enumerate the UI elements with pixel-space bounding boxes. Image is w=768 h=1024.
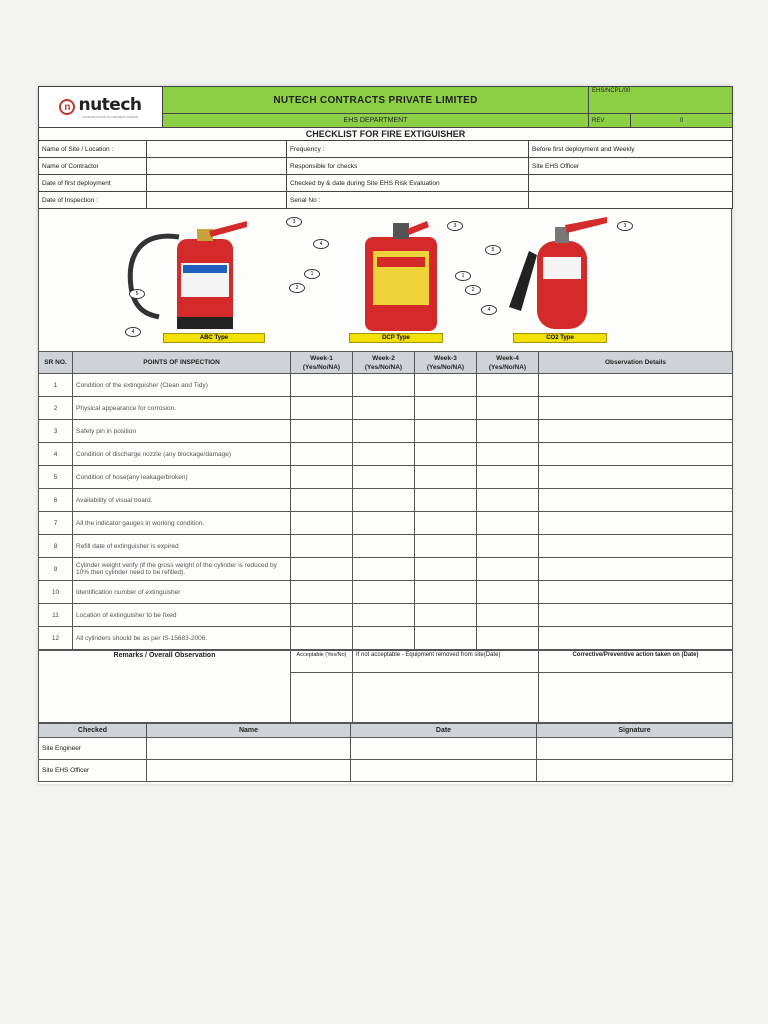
- observation-cell[interactable]: [539, 443, 733, 466]
- serial-value[interactable]: [529, 192, 733, 209]
- row-sr-no: 2: [39, 397, 73, 420]
- week2-cell[interactable]: [353, 374, 415, 397]
- week1-cell[interactable]: [291, 420, 353, 443]
- inspection-date-value[interactable]: [147, 192, 287, 209]
- callout-3-dcp: 3: [447, 221, 463, 231]
- week3-cell[interactable]: [415, 581, 477, 604]
- week3-cell[interactable]: [415, 535, 477, 558]
- observation-cell[interactable]: [539, 604, 733, 627]
- logo-text: nutech: [78, 95, 142, 115]
- week2-cell[interactable]: [353, 535, 415, 558]
- callout-3-abc: 3: [286, 217, 302, 227]
- responsible-label: Responsible for checks: [287, 158, 529, 175]
- table-row: [39, 604, 733, 627]
- doc-code: EHS/NCPL/00: [589, 87, 733, 114]
- abc-type-label: ABC Type: [163, 333, 265, 343]
- company-name: NUTECH CONTRACTS PRIVATE LIMITED: [163, 87, 589, 114]
- row-inspection-point: All cylinders should be as per IS-15683-2006.: [73, 627, 291, 650]
- row-sr-no: 10: [39, 581, 73, 604]
- row-inspection-point: Physical appearance for corrosion.: [73, 397, 291, 420]
- first-deployment-label: Date of first deployment: [39, 175, 147, 192]
- acceptable-label: Acceptable (Yes/No): [291, 651, 353, 673]
- inspection-rows: [39, 374, 733, 650]
- callout-3-co2: 3: [617, 221, 633, 231]
- observation-cell[interactable]: [539, 374, 733, 397]
- ehs-officer-signature[interactable]: [537, 760, 733, 782]
- table-row: [39, 512, 733, 535]
- table-row: [39, 581, 733, 604]
- remarks-table: [38, 650, 733, 723]
- week1-cell[interactable]: [291, 581, 353, 604]
- table-row: [39, 627, 733, 650]
- row-sr-no: 6: [39, 489, 73, 512]
- week3-cell[interactable]: [415, 558, 477, 581]
- site-location-label: Name of Site / Location :: [39, 141, 147, 158]
- row-inspection-point: Condition of discharge nozzle (any blockage/damage): [73, 443, 291, 466]
- table-row: [39, 535, 733, 558]
- not-acceptable-label: If not acceptable - Equipment removed from site(Date): [353, 651, 539, 673]
- company-logo: [39, 87, 163, 128]
- callout-5-co2: 5: [485, 245, 501, 255]
- row-sr-no: 12: [39, 627, 73, 650]
- inspection-table: [38, 351, 733, 650]
- logo-mark-icon: n: [59, 99, 75, 115]
- contractor-value[interactable]: [147, 158, 287, 175]
- col-signature-header: Signature: [537, 724, 733, 738]
- observation-cell[interactable]: [539, 558, 733, 581]
- corrective-label: Corrective/Preventive action taken on (Date): [539, 651, 733, 673]
- contractor-label: Name of Contractor: [39, 158, 147, 175]
- week3-cell[interactable]: [415, 397, 477, 420]
- ehs-officer-label: Site EHS Officer: [39, 760, 147, 782]
- site-engineer-name[interactable]: [147, 738, 351, 760]
- row-sr-no: 4: [39, 443, 73, 466]
- serial-label: Serial No :: [287, 192, 529, 209]
- week4-cell[interactable]: [477, 489, 539, 512]
- site-engineer-signature[interactable]: [537, 738, 733, 760]
- row-sr-no: 5: [39, 466, 73, 489]
- col-points-header: POINTS OF INSPECTION: [73, 352, 291, 374]
- col-week3-header: Week-3 (Yes/No/NA): [415, 352, 477, 374]
- col-checked-header: Checked: [39, 724, 147, 738]
- week4-cell[interactable]: [477, 466, 539, 489]
- site-engineer-label: Site Engineer: [39, 738, 147, 760]
- col-observation-header: Observation Details: [539, 352, 733, 374]
- week4-cell[interactable]: [477, 420, 539, 443]
- remarks-overall-label: Remarks / Overall Observation: [39, 651, 291, 723]
- table-row: [39, 489, 733, 512]
- week1-cell[interactable]: [291, 443, 353, 466]
- row-sr-no: 1: [39, 374, 73, 397]
- callout-4-dcp: 4: [313, 239, 329, 249]
- row-inspection-point: Condition of the extinguisher (Clean and Tidy): [73, 374, 291, 397]
- callout-1-abc: 1: [304, 269, 320, 279]
- table-row: [39, 397, 733, 420]
- week2-cell[interactable]: [353, 420, 415, 443]
- row-sr-no: 3: [39, 420, 73, 443]
- table-row: [39, 558, 733, 581]
- week4-cell[interactable]: [477, 627, 539, 650]
- week2-cell[interactable]: [353, 397, 415, 420]
- week4-cell[interactable]: [477, 581, 539, 604]
- observation-cell[interactable]: [539, 512, 733, 535]
- checked-by-label: Checked by & date during Site EHS Risk Evaluation: [287, 175, 529, 192]
- week2-cell[interactable]: [353, 627, 415, 650]
- week4-cell[interactable]: [477, 374, 539, 397]
- week2-cell[interactable]: [353, 604, 415, 627]
- row-inspection-point: Identification number of extinguisher: [73, 581, 291, 604]
- checked-by-value[interactable]: [529, 175, 733, 192]
- week3-cell[interactable]: [415, 627, 477, 650]
- week3-cell[interactable]: [415, 443, 477, 466]
- frequency-value: Before first deployment and Weekly: [529, 141, 733, 158]
- table-row: [39, 443, 733, 466]
- abc-extinguisher-image: [119, 217, 249, 335]
- department-name: EHS DEPARTMENT: [163, 114, 589, 128]
- callout-5-abc: 5: [129, 289, 145, 299]
- week1-cell[interactable]: [291, 374, 353, 397]
- week4-cell[interactable]: [477, 535, 539, 558]
- week1-cell[interactable]: [291, 397, 353, 420]
- week3-cell[interactable]: [415, 466, 477, 489]
- week4-cell[interactable]: [477, 604, 539, 627]
- rev-label: REV: [589, 114, 631, 128]
- checklist-title: CHECKLIST FOR FIRE EXTIGUISHER: [39, 128, 733, 141]
- col-week1-header: Week-1 (Yes/No/NA): [291, 352, 353, 374]
- row-inspection-point: Location of extinguisher to be fixed: [73, 604, 291, 627]
- week4-cell[interactable]: [477, 512, 539, 535]
- table-row: [39, 374, 733, 397]
- observation-cell[interactable]: [539, 535, 733, 558]
- site-engineer-date[interactable]: [351, 738, 537, 760]
- signoff-table: [38, 723, 733, 782]
- document-header: [38, 86, 733, 128]
- dcp-type-label: DCP Type: [349, 333, 443, 343]
- callout-4-abc: 4: [125, 327, 141, 337]
- inspection-date-label: Date of Inspection :: [39, 192, 147, 209]
- site-location-value[interactable]: [147, 141, 287, 158]
- co2-extinguisher-image: [501, 215, 611, 335]
- row-sr-no: 11: [39, 604, 73, 627]
- not-acceptable-value[interactable]: [353, 673, 539, 723]
- checklist-sheet: [38, 86, 732, 784]
- first-deployment-value[interactable]: [147, 175, 287, 192]
- observation-cell[interactable]: [539, 397, 733, 420]
- col-week4-header: Week-4 (Yes/No/NA): [477, 352, 539, 374]
- table-row: [39, 420, 733, 443]
- table-row: [39, 466, 733, 489]
- week2-cell[interactable]: [353, 466, 415, 489]
- logo-tagline: CONSTRUCTION IS OUR BEST DESIGN: [81, 115, 139, 119]
- acceptable-value[interactable]: [291, 673, 353, 723]
- observation-cell[interactable]: [539, 466, 733, 489]
- row-sr-no: 7: [39, 512, 73, 535]
- col-date-header: Date: [351, 724, 537, 738]
- week3-cell[interactable]: [415, 374, 477, 397]
- observation-cell[interactable]: [539, 489, 733, 512]
- row-inspection-point: Availability of visual board.: [73, 489, 291, 512]
- row-sr-no: 9: [39, 558, 73, 581]
- callout-2-dcp: 2: [465, 285, 481, 295]
- week2-cell[interactable]: [353, 558, 415, 581]
- week1-cell[interactable]: [291, 627, 353, 650]
- week4-cell[interactable]: [477, 443, 539, 466]
- corrective-value[interactable]: [539, 673, 733, 723]
- week3-cell[interactable]: [415, 604, 477, 627]
- observation-cell[interactable]: [539, 581, 733, 604]
- col-week2-header: Week-2 (Yes/No/NA): [353, 352, 415, 374]
- ehs-officer-name[interactable]: [147, 760, 351, 782]
- row-inspection-point: Cylinder weight verify (if the gross weight of the cylinder is reduced by 10% then cylinder need to be refilled).: [73, 558, 291, 581]
- dcp-extinguisher-image: [357, 219, 447, 335]
- week1-cell[interactable]: [291, 558, 353, 581]
- site-info-table: [38, 128, 733, 209]
- week2-cell[interactable]: [353, 581, 415, 604]
- week1-cell[interactable]: [291, 535, 353, 558]
- week1-cell[interactable]: [291, 512, 353, 535]
- week1-cell[interactable]: [291, 489, 353, 512]
- ehs-officer-date[interactable]: [351, 760, 537, 782]
- week3-cell[interactable]: [415, 512, 477, 535]
- week3-cell[interactable]: [415, 420, 477, 443]
- extinguisher-images: [38, 209, 732, 351]
- observation-cell[interactable]: [539, 420, 733, 443]
- week2-cell[interactable]: [353, 489, 415, 512]
- week4-cell[interactable]: [477, 558, 539, 581]
- col-sr-header: SR NO.: [39, 352, 73, 374]
- row-inspection-point: Safety pin in position: [73, 420, 291, 443]
- responsible-value: Site EHS Officer: [529, 158, 733, 175]
- observation-cell[interactable]: [539, 627, 733, 650]
- row-inspection-point: Refill date of extinguisher is expired: [73, 535, 291, 558]
- callout-2-abc: 2: [289, 283, 305, 293]
- rev-value: 0: [631, 114, 733, 128]
- week2-cell[interactable]: [353, 512, 415, 535]
- week4-cell[interactable]: [477, 397, 539, 420]
- row-inspection-point: All the indicator gauges in working condition.: [73, 512, 291, 535]
- co2-type-label: CO2 Type: [513, 333, 607, 343]
- frequency-label: Frequency :: [287, 141, 529, 158]
- week1-cell[interactable]: [291, 604, 353, 627]
- row-sr-no: 8: [39, 535, 73, 558]
- col-name-header: Name: [147, 724, 351, 738]
- week1-cell[interactable]: [291, 466, 353, 489]
- week3-cell[interactable]: [415, 489, 477, 512]
- week2-cell[interactable]: [353, 443, 415, 466]
- callout-4-co2: 4: [481, 305, 497, 315]
- row-inspection-point: Condition of hose(any leakage/broken): [73, 466, 291, 489]
- callout-1-dcp: 1: [455, 271, 471, 281]
